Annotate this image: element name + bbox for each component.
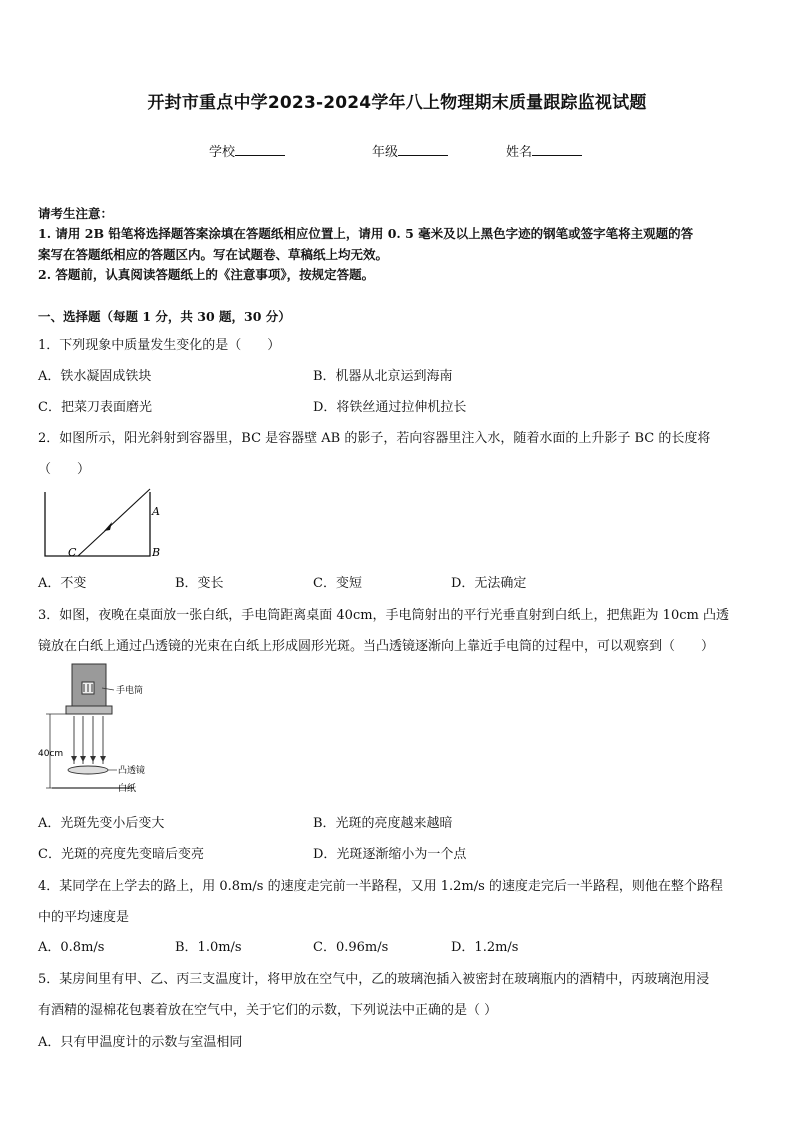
name-label: 姓名: [506, 145, 533, 160]
q3-option-d[interactable]: D．光斑逐渐缩小为一个点: [313, 847, 467, 862]
q3-option-b[interactable]: B．光斑的亮度越来越暗: [313, 816, 453, 831]
school-blank[interactable]: [235, 141, 285, 156]
q2-container-figure: [38, 486, 168, 561]
name-field: [506, 141, 582, 160]
q4-option-d[interactable]: D．1.2m/s: [451, 940, 519, 955]
school-label: 学校: [209, 145, 236, 160]
q4-option-b[interactable]: B．1.0m/s: [175, 940, 242, 955]
page-title: 开封市重点中学2023-2024学年八上物理期末质量跟踪监视试题: [147, 93, 647, 113]
grade-label: 年级: [372, 145, 399, 160]
lens-label: 凸透镜: [118, 766, 146, 776]
q1-stem: 1．下列现象中质量发生变化的是（ ）: [38, 338, 281, 353]
q4-option-a[interactable]: A．0.8m/s: [38, 940, 105, 955]
school-field: [209, 141, 285, 160]
q4-stem-line1: 4．某同学在上学去的路上，用 0.8m/s 的速度走完前一半路程，又用 1.2m/s 的速度走完后一半路程，则他在整个路程: [38, 879, 723, 894]
q1-option-d[interactable]: D．将铁丝通过拉伸机拉长: [313, 400, 467, 415]
q5-stem-line2: 有酒精的湿棉花包裹着放在空气中，关于它们的示数，下列说法中正确的是（ ）: [38, 1003, 498, 1018]
q2-option-b[interactable]: B．变长: [175, 576, 224, 591]
q2-option-a[interactable]: A．不变: [38, 576, 87, 591]
distance-label: 40cm: [38, 749, 64, 759]
q1-option-c[interactable]: C．把菜刀表面磨光: [38, 400, 152, 415]
q3-option-a[interactable]: A．光斑先变小后变大: [38, 816, 165, 831]
notice-heading: 请考生注意：: [38, 206, 114, 221]
q3-stem-line2: 镜放在白纸上通过凸透镜的光束在白纸上形成圆形光斑。当凸透镜逐渐向上靠近手电筒的过程中，可以观察到（ ）: [38, 639, 715, 654]
grade-field: [372, 141, 448, 160]
label-b: B: [152, 546, 161, 559]
name-blank[interactable]: [532, 141, 582, 156]
ray-arrowhead: [104, 522, 112, 531]
sunlight-ray: [78, 489, 150, 556]
q4-option-c[interactable]: C．0.96m/s: [313, 940, 389, 955]
convex-lens: [68, 766, 108, 774]
q2-stem-line1: 2．如图所示，阳光斜射到容器里，BC 是容器壁 AB 的影子，若向容器里注入水，随着水面的上升影子 BC 的长度将: [38, 431, 711, 446]
q4-stem-line2: 中的平均速度是: [38, 910, 130, 925]
q2-option-d[interactable]: D．无法确定: [451, 576, 527, 591]
paper-label: 白纸: [118, 784, 137, 794]
flashlight-label: 手电筒: [116, 686, 144, 696]
q5-stem-line1: 5．某房间里有甲、乙、丙三支温度计，将甲放在空气中，乙的玻璃泡插入被密封在玻璃瓶内的酒精中，丙玻璃泡用浸: [38, 972, 710, 987]
q1-option-a[interactable]: A．铁水凝固成铁块: [38, 369, 152, 384]
notice-line-1b: 案写在答题纸相应的答题区内。写在试题卷、草稿纸上均无效。: [38, 247, 389, 262]
container-walls: [45, 492, 150, 556]
flashlight-head: [66, 706, 112, 714]
label-a: A: [152, 505, 160, 518]
q5-option-a[interactable]: A．只有甲温度计的示数与室温相同: [38, 1035, 243, 1050]
q3-option-c[interactable]: C．光斑的亮度先变暗后变亮: [38, 847, 204, 862]
grade-blank[interactable]: [398, 141, 448, 156]
q3-flashlight-figure: [38, 660, 178, 800]
q3-stem-line1: 3．如图，夜晚在桌面放一张白纸，手电筒距离桌面 40cm，手电筒射出的平行光垂直射到白纸上，把焦距为 10cm 凸透: [38, 608, 729, 623]
notice-line-2: 2. 答题前，认真阅读答题纸上的《注意事项》，按规定答题。: [38, 267, 375, 282]
label-c: C: [68, 546, 77, 559]
section-heading: 一、选择题（每题 1 分，共 30 题，30 分）: [38, 309, 291, 324]
q1-option-b[interactable]: B．机器从北京运到海南: [313, 369, 453, 384]
notice-line-1a: 1. 请用 2B 铅笔将选择题答案涂填在答题纸相应位置上，请用 0. 5 毫米及以上黑色字迹的钢笔或签字笔将主观题的答: [38, 226, 694, 241]
q2-option-c[interactable]: C．变短: [313, 576, 362, 591]
q2-stem-line2: （ ）: [38, 462, 91, 477]
